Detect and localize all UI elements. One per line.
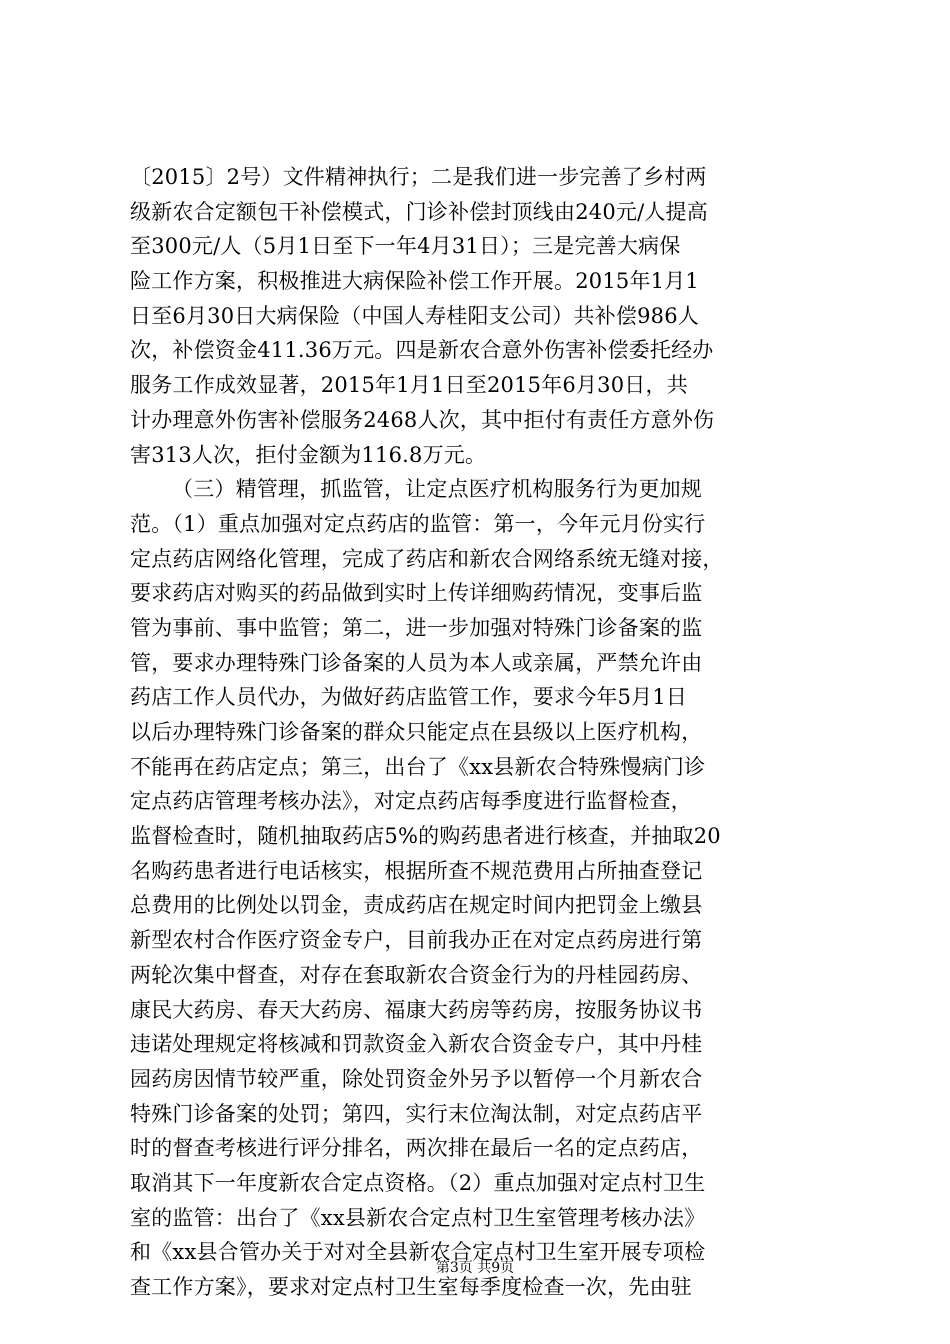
document-body [130,160,830,1305]
text-line: 定点药店网络化管理，完成了药店和新农合网络系统无缝对接， [130,546,724,571]
text-line: 范。（1）重点加强对定点药店的监管：第一，今年元月份实行 [130,511,706,536]
text-line: 级新农合定额包干补偿模式，门诊补偿封顶线由240元/人提高 [130,199,708,224]
paragraph [130,472,830,1305]
paragraph [130,160,830,472]
text-line: 违诺处理规定将核减和罚款资金入新农合资金专户，其中丹桂 [130,1032,703,1057]
page-footer: 第3页 共9页 [435,1260,515,1276]
text-line: 服务工作成效显著，2015年1月1日至2015年6月30日，共 [130,373,688,398]
text-line: 管为事前、事中监管；第二，进一步加强对特殊门诊备案的监 [130,615,703,640]
text-line: 计办理意外伤害补偿服务2468人次，其中拒付有责任方意外伤 [130,407,715,432]
text-line: 园药房因情节较严重，除处罚资金外另予以暂停一个月新农合 [130,1066,703,1091]
text-line: 害313人次，拒付金额为116.8万元。 [130,442,487,467]
text-line: 特殊门诊备案的处罚；第四，实行末位淘汰制，对定点药店平 [130,1101,703,1126]
text-line: 次，补偿资金411.36万元。四是新农合意外伤害补偿委托经办 [130,338,714,363]
text-line: 总费用的比例处以罚金，责成药店在规定时间内把罚金上缴县 [130,893,703,918]
text-line: （三）精管理，抓监管，让定点医疗机构服务行为更加规 [172,477,702,502]
text-line: 新型农村合作医疗资金专户，目前我办正在对定点药房进行第 [130,928,703,953]
text-line: 〔2015〕2号）文件精神执行；二是我们进一步完善了乡村两 [130,165,707,189]
text-line: 以后办理特殊门诊备案的群众只能定点在县级以上医疗机构， [130,720,703,744]
text-line: 日至6月30日大病保险（中国人寿桂阳支公司）共补偿986人 [130,303,699,328]
text-line: 管，要求办理特殊门诊备案的人员为本人或亲属，严禁允许由 [130,650,703,675]
text-line: 药店工作人员代办，为做好药店监管工作，要求今年5月1日 [130,685,688,710]
text-line: 取消其下一年度新农合定点资格。（2）重点加强对定点村卫生 [130,1170,706,1195]
text-line: 和《xx县合管办关于对对全县新农合定点村卫生室开展专项检 [130,1240,706,1265]
text-line: 名购药患者进行电话核实，根据所查不规范费用占所抽查登记 [130,858,703,883]
text-line: 要求药店对购买的药品做到实时上传详细购药情况，变事后监 [130,581,703,606]
text-line: 室的监管：出台了《xx县新农合定点村卫生室管理考核办法》 [130,1205,706,1230]
text-line: 时的督查考核进行评分排名，两次排在最后一名的定点药店， [130,1136,703,1161]
text-line: 不能再在药店定点；第三，出台了《xx县新农合特殊慢病门诊 [130,754,706,779]
text-line: 险工作方案，积极推进大病保险补偿工作开展。2015年1月1 [130,269,699,294]
text-line: 查工作方案》，要求对定点村卫生室每季度检查一次，先由驻 [130,1275,692,1299]
text-line: 定点药店管理考核办法》，对定点药店每季度进行监督检查， [130,789,692,814]
text-line: 两轮次集中督查，对存在套取新农合资金行为的丹桂园药房、 [130,962,703,987]
text-line: 康民大药房、春天大药房、福康大药房等药房，按服务协议书 [130,997,703,1022]
text-line: 至300元/人（5月1日至下一年4月31日）；三是完善大病保 [130,234,681,259]
text-line: 监督检查时，随机抽取药店5%的购药患者进行核查，并抽取20 [130,824,721,849]
